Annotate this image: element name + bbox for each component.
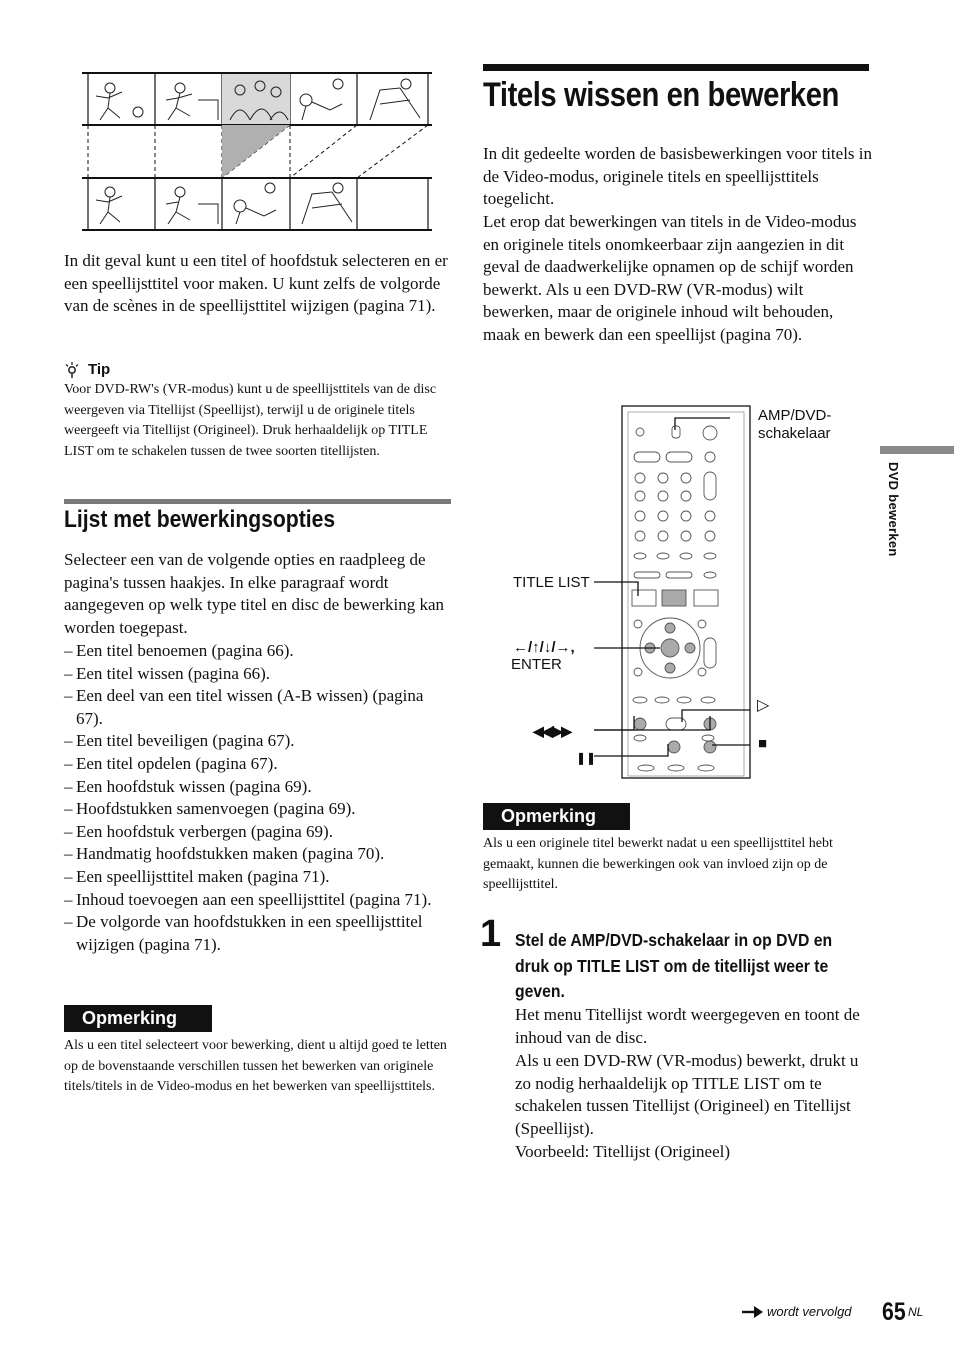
note-text-left: Als u een titel selecteert voor bewerking, dient u altijd goed te letten op de bovenstaande verschillen tussen het bewerken van originele titels/titels in de Video-modus en het bewerken van speellijsttitels. [64, 1038, 447, 1094]
section-title: Lijst met bewerkingsopties [64, 506, 336, 533]
page-number-suffix: NL [908, 1305, 924, 1319]
intro-paragraph-1: In dit gedeelte worden de basisbewerkingen voor titels in de Video-modus, originele titels en speellijsttitels toegelicht. [483, 144, 872, 209]
callout-play: ▷ [757, 697, 770, 714]
side-tab-bar [880, 446, 954, 454]
filmstrip-illustration [80, 70, 436, 234]
tip-text: Voor DVD-RW's (VR-modus) kunt u de speellijsttitels van de disc weergeven via Titellijst (Speellijst), terwijl u de originele titels weergeeft via Titellijst (Origineel). Druk herhaaldelijk op TITLE LIST om te schakelen tussen de twee soorten titellijsten. [64, 382, 437, 459]
options-list [64, 640, 454, 956]
callout-title-list: TITLE LIST [513, 574, 590, 591]
list-item: – De volgorde van hoofdstukken in een speellijsttitel wijzigen (pagina 71). [64, 911, 454, 956]
continued-text: wordt vervolgd [767, 1304, 852, 1319]
list-item: – Hoofdstukken samenvoegen (pagina 69). [64, 798, 454, 821]
step-paragraph-1: Het menu Titellijst wordt weergegeven en toont de inhoud van de disc. [515, 1005, 860, 1047]
title-rule [483, 64, 869, 71]
callout-enter: ENTER [511, 656, 562, 673]
list-item: – Een titel wissen (pagina 66). [64, 663, 454, 686]
list-item: – Een speellijsttitel maken (pagina 71). [64, 866, 454, 889]
list-item: – Handmatig hoofdstukken maken (pagina 70). [64, 843, 454, 866]
list-item: – Een hoofdstuk wissen (pagina 69). [64, 776, 454, 799]
page-number: 65 [882, 1298, 906, 1326]
callout-lines [590, 410, 750, 770]
note-badge-right: Opmerking [483, 803, 630, 830]
list-item: – Een hoofdstuk verbergen (pagina 69). [64, 821, 454, 844]
section-intro: Selecteer een van de volgende opties en raadpleeg de pagina's tussen haakjes. In elke paragraaf wordt aangegeven op welk type titel en disc de bewerking kan worden toegepast. [64, 550, 445, 637]
side-tab-label: DVD bewerken [886, 462, 901, 557]
intro-paragraph-2: Let erop dat bewerkingen van titels in de Video-modus en originele titels onomkeerbaar zijn aangezien in dit geval de daadwerkelijke opnamen op de schijf worden bewerkt. Als u een DVD-RW (VR-modus) wilt bewerken, maar de originele inhoud wilt behouden, maak en bewerk dan een speellijst (pagina 70). [483, 212, 857, 344]
callout-amp-dvd: AMP/DVD- [758, 407, 832, 424]
callout-stop: ■ [758, 735, 768, 752]
note-text-right: Als u een originele titel bewerkt nadat u een speellijsttitel hebt gemaakt, kunnen die bewerkingen ook van invloed zijn op de speellijsttitel. [483, 836, 833, 892]
list-item: – Een deel van een titel wissen (A-B wissen) (pagina 67). [64, 685, 454, 730]
tip-label: Tip [88, 361, 111, 378]
page-title: Titels wissen en bewerken [483, 76, 839, 114]
list-item: – Een titel beveiligen (pagina 67). [64, 730, 454, 753]
list-item: – Een titel benoemen (pagina 66). [64, 640, 454, 663]
callout-arrows: ←/↑/↓/→, [513, 639, 575, 656]
step-paragraph-2: Als u een DVD-RW (VR-modus) bewerkt, drukt u zo nodig herhaaldelijk op TITLE LIST om te schakelen tussen Titellijst (Origineel) en Titellijst (Speellijst). [515, 1051, 859, 1138]
lightbulb-icon [64, 361, 80, 379]
callout-rewind-ff: ◀◀/▶▶ [533, 723, 570, 739]
step-heading: Stel de AMP/DVD-schakelaar in op DVD en druk op TITLE LIST om de titellijst weer te geven. [515, 930, 833, 1001]
arrow-right-icon [741, 1306, 763, 1318]
intro-paragraph: In dit geval kunt u een titel of hoofdstuk selecteren en er een speellijsttitel voor maken. U kunt zelfs de volgorde van de scènes in de speellijsttitel wijzigen (pagina 71). [64, 251, 448, 316]
section-rule [64, 499, 451, 504]
callout-pause: ❚❚ [576, 751, 597, 765]
note-badge-left: Opmerking [64, 1005, 212, 1032]
step-paragraph-3: Voorbeeld: Titellijst (Origineel) [515, 1142, 731, 1161]
list-item: – Inhoud toevoegen aan een speellijsttitel (pagina 71). [64, 889, 454, 912]
list-item: – Een titel opdelen (pagina 67). [64, 753, 454, 776]
callout-amp-dvd-2: schakelaar [758, 425, 831, 442]
step-number: 1 [480, 913, 502, 955]
